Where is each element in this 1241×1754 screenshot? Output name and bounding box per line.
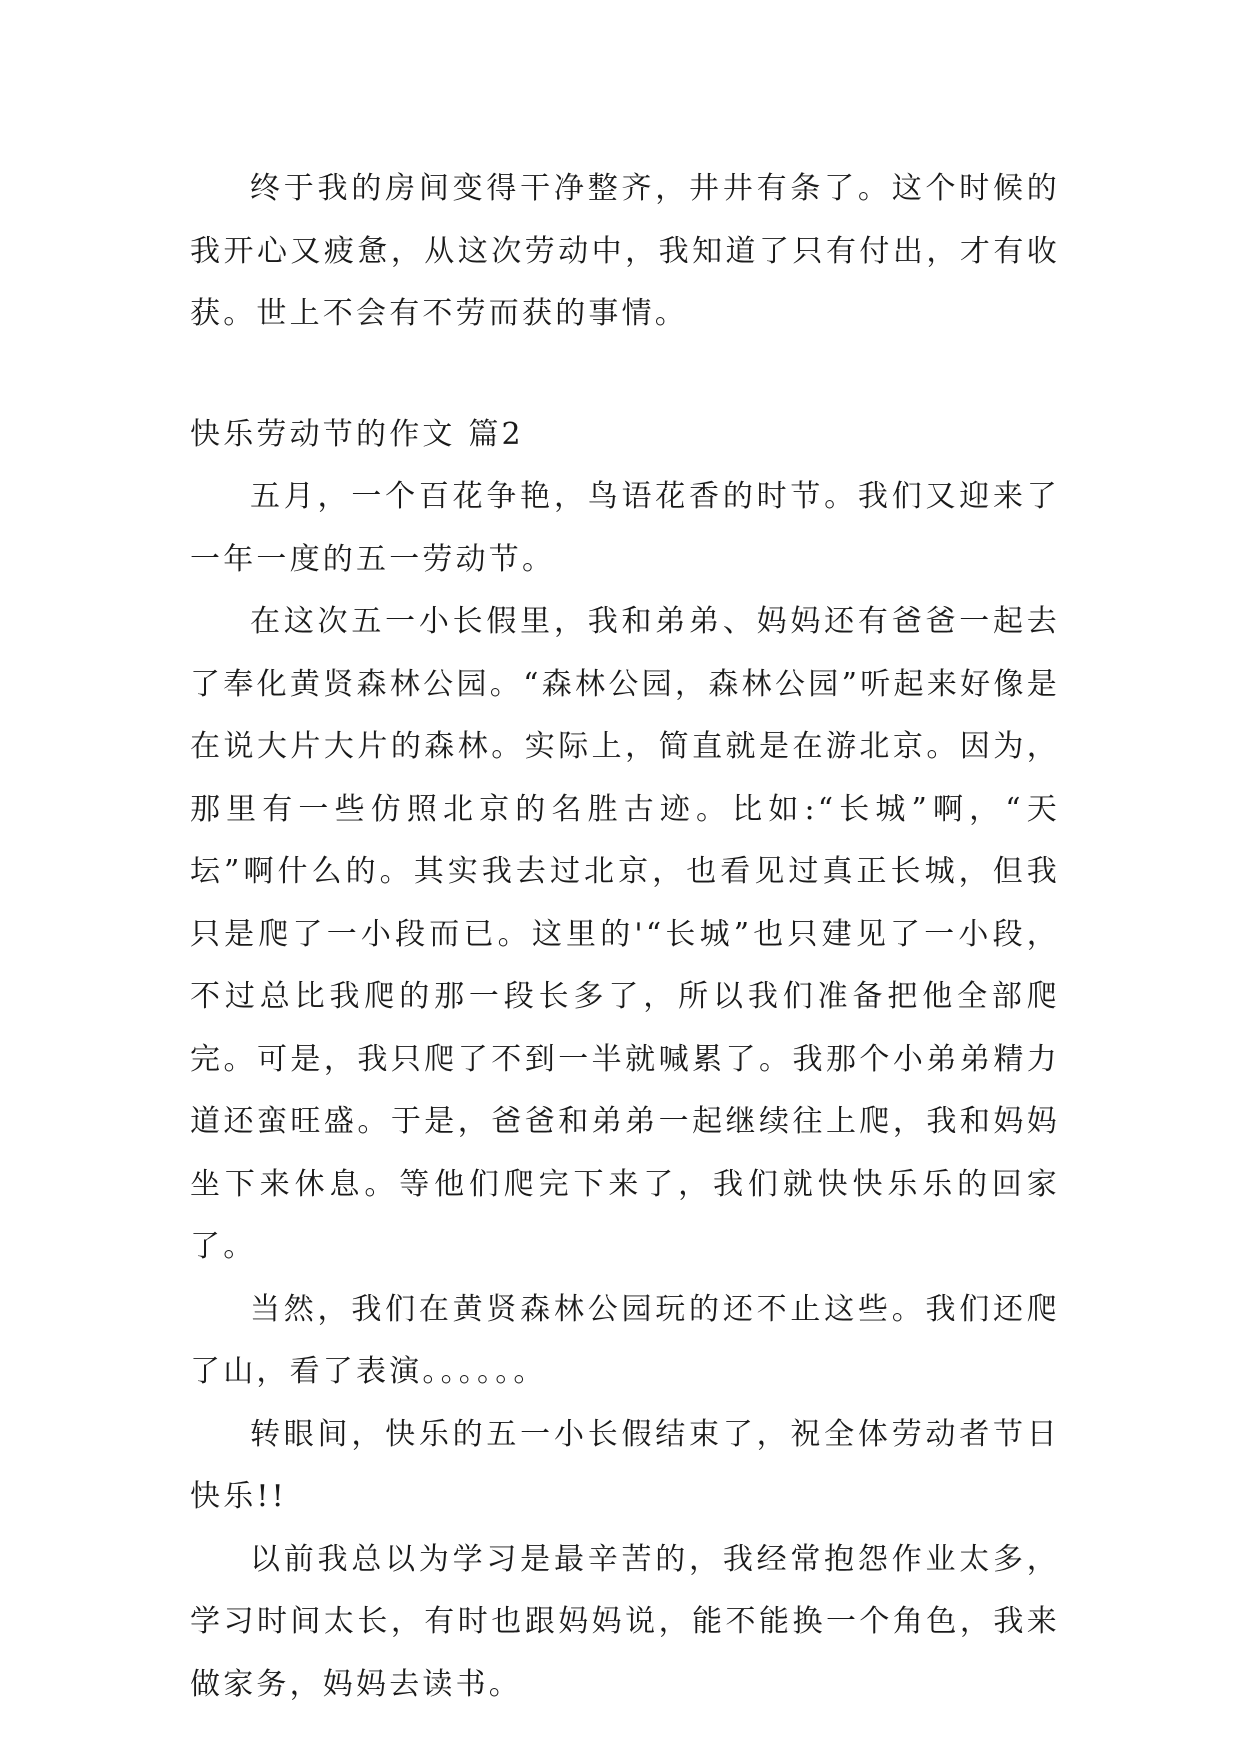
section-heading: 快乐劳动节的作文 篇2 [190,416,524,452]
paragraph: 五月，一个百花争艳，鸟语花香的时节。我们又迎来了一年一度的五一劳动节。 [190,479,1060,577]
document-body [190,158,1060,1716]
paragraph: 当然，我们在黄贤森林公园玩的还不止这些。我们还爬了山，看了表演。。。。。。 [190,1291,1060,1389]
paragraph: 以前我总以为学习是最辛苦的，我经常抱怨作业太多，学习时间太长，有时也跟妈妈说，能不能换一个角色，我来做家务，妈妈去读书。 [190,1541,1060,1702]
paragraph: 转眼间，快乐的五一小长假结束了，祝全体劳动者节日快乐!! [190,1416,1060,1514]
paragraph: 在这次五一小长假里，我和弟弟、妈妈还有爸爸一起去了奉化黄贤森林公园。“森林公园，森林公园”听起来好像是在说大片大片的森林。实际上，简直就是在游北京。因为，那里有一些仿照北京的名胜古迹。比如:“长城”啊，“天坛”啊什么的。其实我去过北京，也看见过真正长城，但我只是爬了一小段而已。这里的'“长城”也只建见了一小段，不过总比我爬的那一段长多了，所以我们准备把他全部爬完。可是，我只爬了不到一半就喊累了。我那个小弟弟精力道还蛮旺盛。于是，爸爸和弟弟一起继续往上爬，我和妈妈坐下来休息。等他们爬完下来了，我们就快快乐乐的回家了。 [190,604,1060,1264]
paragraph: 终于我的房间变得干净整齐，井井有条了。这个时候的我开心又疲惫，从这次劳动中，我知道了只有付出，才有收获。世上不会有不劳而获的事情。 [190,171,1060,331]
